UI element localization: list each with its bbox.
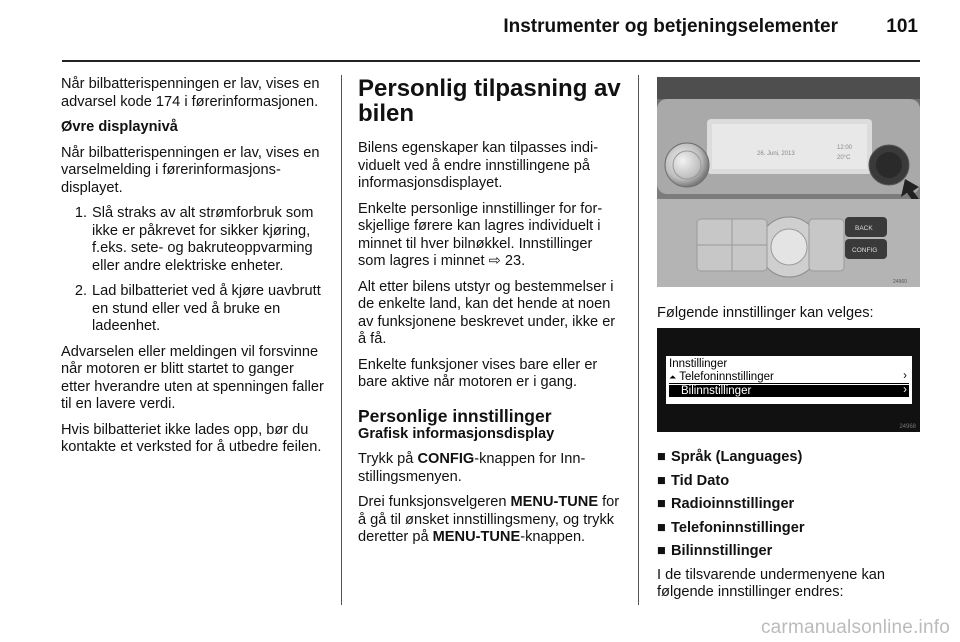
subsection-heading: Personlige innstillinger	[358, 405, 552, 426]
option-label: Telefoninnstillinger	[671, 519, 805, 536]
step-list	[61, 205, 327, 336]
bullet-icon: ■	[657, 449, 666, 465]
paragraph: Enkelte funksjoner vises bare eller er bare aktive når motoren er i gang.	[358, 356, 598, 390]
list-item	[657, 473, 927, 491]
option-label: Bilinnstillinger	[671, 543, 773, 559]
config-label: CONFIG	[852, 247, 878, 254]
section-heading: Øvre displaynivå	[61, 119, 178, 135]
menu-title: Innstillinger	[669, 358, 728, 370]
option-label: Radioinnstillinger	[671, 496, 795, 512]
option-label: Språk (Languages)	[671, 449, 803, 465]
settings-intro: Følgende innstillinger kan velges:	[657, 305, 874, 321]
config-keyword: CONFIG	[417, 451, 475, 467]
text: -knappen.	[520, 529, 586, 545]
photo-code: 24960	[893, 279, 907, 285]
paragraph: Advarselen eller meldingen vil forsvinne når motoren er blitt startet to ganger etter hverandre uten at spenningen faller til en lavere verdi.	[61, 343, 324, 412]
paragraph	[358, 201, 624, 271]
list-item	[657, 496, 927, 514]
paragraph: Når bilbatterispenningen er lav, vises en varselmelding i førerinformasjonsdisplayet.	[61, 144, 320, 196]
step-number: 1.	[74, 205, 87, 221]
paragraph-text: Enkelte personlige innstillinger for forskjellige førere kan lagres individuelt i minnet til hver bilnøkkel. Innstillinger som lagres i minnet	[358, 200, 603, 269]
header-rule	[62, 60, 920, 62]
bullet-icon: ■	[657, 519, 666, 536]
volume-knob	[665, 143, 709, 187]
paragraph: Bilens egenskaper kan tilpasses individuelt ved å endre innstillingene på informasjonsdisplayet.	[358, 140, 599, 191]
settings-option-list	[657, 449, 927, 561]
right-column-text	[657, 449, 927, 602]
page-number: 101	[886, 16, 918, 37]
chevron-right-icon: ›	[903, 384, 907, 396]
step-number: 2.	[74, 283, 87, 299]
radio-panel-photo	[657, 77, 920, 287]
page-title: Personlig tilpasning av bilen	[358, 75, 621, 127]
column-divider-1	[341, 75, 342, 605]
paragraph	[358, 494, 624, 547]
display-time: 12:00	[837, 145, 853, 151]
left-column	[61, 76, 327, 465]
image-code: 24968	[899, 424, 916, 430]
info-display-screenshot	[657, 328, 920, 432]
back-label: BACK	[855, 225, 873, 232]
paragraph: Hvis bilbatteriet ikke lades opp, bør du kontakte et verksted for å utbedre feilen.	[61, 421, 322, 455]
menu-item-label: Bilinnstillinger	[681, 385, 752, 397]
bullet-icon: ■	[657, 472, 666, 489]
menu-item-telefon	[669, 371, 909, 384]
menu-tune-keyword: MENU-TUNE	[510, 494, 599, 510]
paragraph	[358, 451, 624, 486]
watermark: carmanualsonline.info	[760, 617, 950, 638]
header-title: Instrumenter og betjeningselementer	[503, 16, 838, 37]
text: -knappen for Innstillingsmenyen.	[358, 451, 586, 485]
page-reference-link[interactable]: ⇨ 23.	[488, 253, 526, 269]
display-temp: 20°C	[837, 155, 851, 161]
text: Trykk på	[358, 451, 418, 467]
scroll-up-icon: ⏶	[669, 372, 677, 382]
bullet-icon: ■	[657, 543, 666, 559]
option-label: Tid Dato	[671, 472, 730, 489]
list-item	[657, 520, 927, 538]
chevron-right-icon: ›	[903, 370, 907, 382]
paragraph: Når bilbatterispenningen er lav, vises en advarsel kode 174 i førerinformasjonen.	[61, 76, 320, 110]
menu-tune-keyword: MENU-TUNE	[432, 529, 521, 545]
menu-item-bil	[669, 385, 909, 397]
step-text: Slå straks av alt strømforbruk som ikke er påkrevet for sikker kjøring, f.eks. sete- og bakruteoppvarming eller andre elektriske enheter.	[92, 205, 314, 274]
text: Drei funksjonsvelgeren	[358, 494, 511, 510]
text: for å gå til ønsket innstillingsmeny, og trykk deretter på	[358, 494, 620, 545]
display-date: 26. Juni, 2013	[757, 151, 795, 157]
bullet-icon: ■	[657, 496, 666, 512]
step-text: Lad bilbatteriet ved å kjøre uavbrutt en stund eller ved å bruke en ladeenhet.	[92, 283, 321, 334]
list-item	[61, 205, 327, 275]
list-item	[61, 283, 327, 336]
column-divider-2	[638, 75, 639, 605]
subsection-subheading: Grafisk informasjonsdisplay	[358, 425, 555, 442]
paragraph: I de tilsvarende undermenyene kan følgende innstillinger endres:	[657, 566, 885, 600]
menu-item-label: Telefoninnstillinger	[679, 371, 774, 383]
paragraph: Alt etter bilens utstyr og bestemmelser i de enkelte land, kan det hende at noen av funksjonene beskrevet under, ikke er å få.	[358, 278, 616, 347]
list-item	[657, 543, 927, 561]
middle-column	[358, 76, 624, 555]
list-item	[657, 449, 927, 467]
settings-menu	[666, 356, 912, 404]
